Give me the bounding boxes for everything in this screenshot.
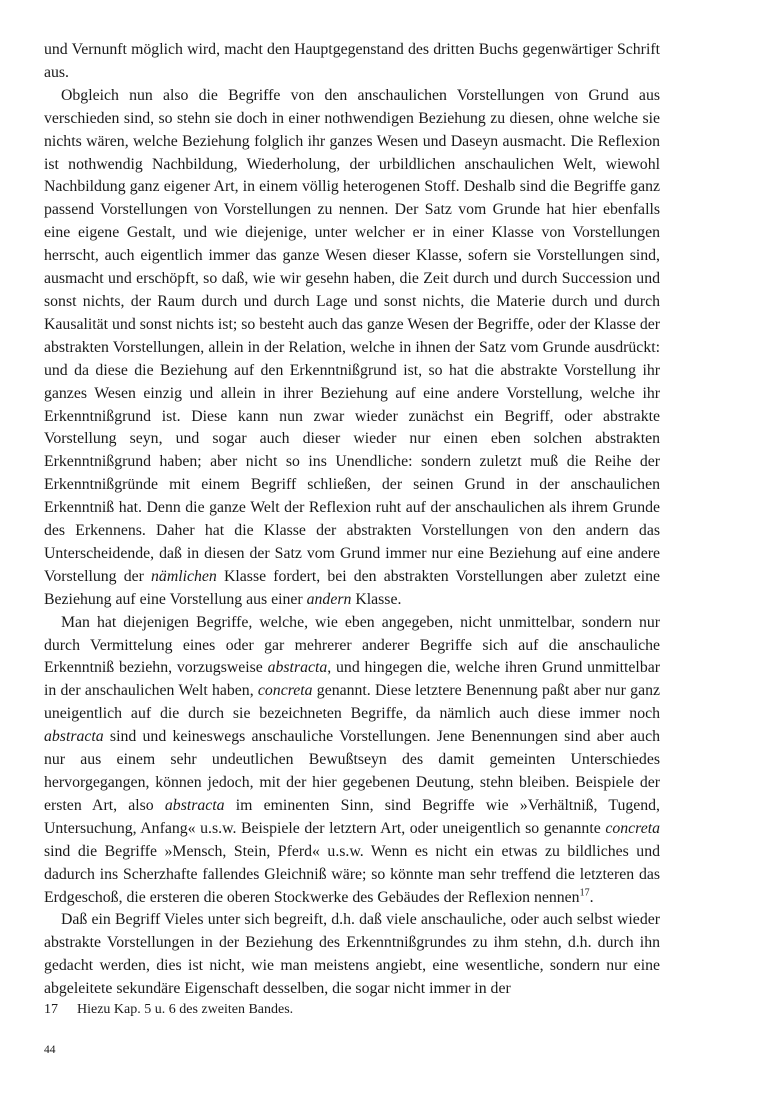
- text-run: sind die Begriffe »Mensch, Stein, Pferd« u.s.w. Wenn es nicht ein etwas zu bildliches und dadurch ins Scherzhafte fallendes Gleichniß wäre; so könnte man sehr treffend die letzteren das Erdgeschoß, die ersteren die oberen Stockwerke des Gebäudes der Reflexion nennen: [44, 842, 660, 906]
- text-run: genannt. Diese letztere Benennung paßt aber nur ganz uneigentlich auf die durch sie bezeichneten Begriffe, da nämlich auch diese immer noch: [44, 682, 660, 723]
- text-run: Daß ein Begriff Vieles unter sich begreift, d.h. daß viele anschauliche, oder auch selbst wieder abstrakte Vorstellungen in der Beziehung des Erkenntnißgrundes zu ihm stehn, d.h. durch ihn gedacht werden, dies ist nicht, wie man meistens angiebt, eine wesentliche, sondern nur eine abgeleitete sekundäre Eigenschaft desselben, die sogar nicht immer in der: [44, 911, 660, 998]
- emphasis: nämlichen: [151, 567, 217, 585]
- text-run: .: [589, 888, 594, 906]
- paragraph: [44, 909, 660, 1001]
- emphasis: abstracta: [164, 796, 225, 814]
- emphasis: concreta: [257, 682, 313, 700]
- emphasis: andern: [306, 590, 352, 608]
- text-run: im eminenten Sinn, sind Begriffe wie »Verhältniß, Tugend, Untersuchung, Anfang« u.s.w. Beispiele der letztern Art, oder uneigentlich so genannte: [44, 796, 661, 837]
- text-run: Klasse.: [351, 590, 402, 608]
- text-run: Klasse fordert, bei den abstrakten Vorstellungen aber zuletzt eine Beziehung auf eine Vorstellung aus einer: [44, 567, 661, 608]
- text-run: und Vernunft möglich wird, macht den Hauptgegenstand des dritten Buchs gegenwärtiger Schrift aus.: [44, 41, 660, 81]
- paragraph: [44, 85, 660, 612]
- emphasis: concreta: [605, 819, 660, 837]
- footnote-text: Hiezu Kap. 5 u. 6 des zweiten Bandes.: [77, 1002, 294, 1017]
- footnote: [44, 1001, 660, 1019]
- text-run: Obgleich nun also die Begriffe von den anschaulichen Vorstellungen von Grund aus verschieden sind, so stehn sie doch in einer nothwendigen Beziehung zu diesen, ohne welche sie nichts wären, welche Beziehung folglich ihr ganzes Wesen und Daseyn ausmacht. Die Reflexion ist nothwendig Nachbildung, Wiederholung, der urbildlichen anschaulichen Welt, wiewohl Nachbildung ganz eigener Art, in einem völlig heterogenen Stoff. Deshalb sind die Begriffe ganz passend Vorstellungen von Vorstellungen zu nennen. Der Satz vom Grunde hat hier ebenfalls eine eigene Gestalt, und wie diejenige, unter welcher er in einer Klasse von Vorstellungen herrscht, auch eigentlich immer das ganze Wesen dieser Klasse, sofern sie Vorstellungen sind, ausmacht und erschöpft, so daß, wie wir gesehn haben, die Zeit durch und durch Succession und sonst nichts, der Raum durch und durch Lage und sonst nichts, die Materie durch und durch Kausalität und sonst nichts ist; so besteht auch das ganze Wesen der Begriffe, oder der Klasse der abstrakten Vorstellungen, allein in der Relation, welche in ihnen der Satz vom Grunde ausdrückt: und da diese die Beziehung auf den Erkenntnißgrund ist, so hat die abstrakte Vorstellung ihr ganzes Wesen einzig und allein in ihrer Beziehung auf eine andere Vorstellung, welche ihr Erkenntnißgrund ist. Diese kann nun zwar wieder zunächst ein Begriff, oder abstrakte Vorstellung seyn, und sogar auch dieser wieder nur einen eben solchen abstrakten Erkenntnißgrund haben; aber nicht so ins Unendliche: sondern zuletzt muß die Reihe der Erkenntnißgründe mit einem Begriff schließen, der seinen Grund in der anschaulichen Erkenntniß hat. Denn die ganze Welt der Reflexion ruht auf der anschaulichen als ihrem Grunde des Erkennens. Daher hat die Klasse der abstrakten Vorstellungen von den andern das Unterscheidende, daß in diesen der Satz vom Grund immer nur eine Beziehung auf eine andere Vorstellung der: [44, 86, 660, 585]
- text-run: Man hat diejenigen Begriffe, welche, wie eben angegeben, nicht unmittelbar, sondern nur durch Vermittelung eines oder gar mehrerer anderer Begriffe sich auf die anschauliche Erkenntniß beziehn, vorzugsweise: [44, 613, 660, 677]
- text-body: [44, 39, 660, 1001]
- paragraph: [44, 39, 660, 85]
- text-run: sind und keineswegs anschauliche Vorstellungen. Jene Benennungen sind aber auch nur aus einem sehr undeutlichen Bewußtseyn des damit gemeinten Unterschiedes hervorgegangen, können jedoch, mit der hier gegebenen Deutung, stehn bleiben. Beispiele der ersten Art, also: [44, 728, 660, 814]
- footnote-number: 17: [44, 1002, 58, 1017]
- emphasis: abstracta: [44, 728, 104, 746]
- footnote-ref: 17: [579, 887, 590, 899]
- paragraph: [44, 612, 660, 910]
- page-number: 44: [44, 1044, 56, 1056]
- emphasis: abstracta: [267, 659, 328, 677]
- text-run: , und hingegen die, welche ihren Grund unmittelbar in der anschaulichen Welt haben,: [44, 659, 660, 700]
